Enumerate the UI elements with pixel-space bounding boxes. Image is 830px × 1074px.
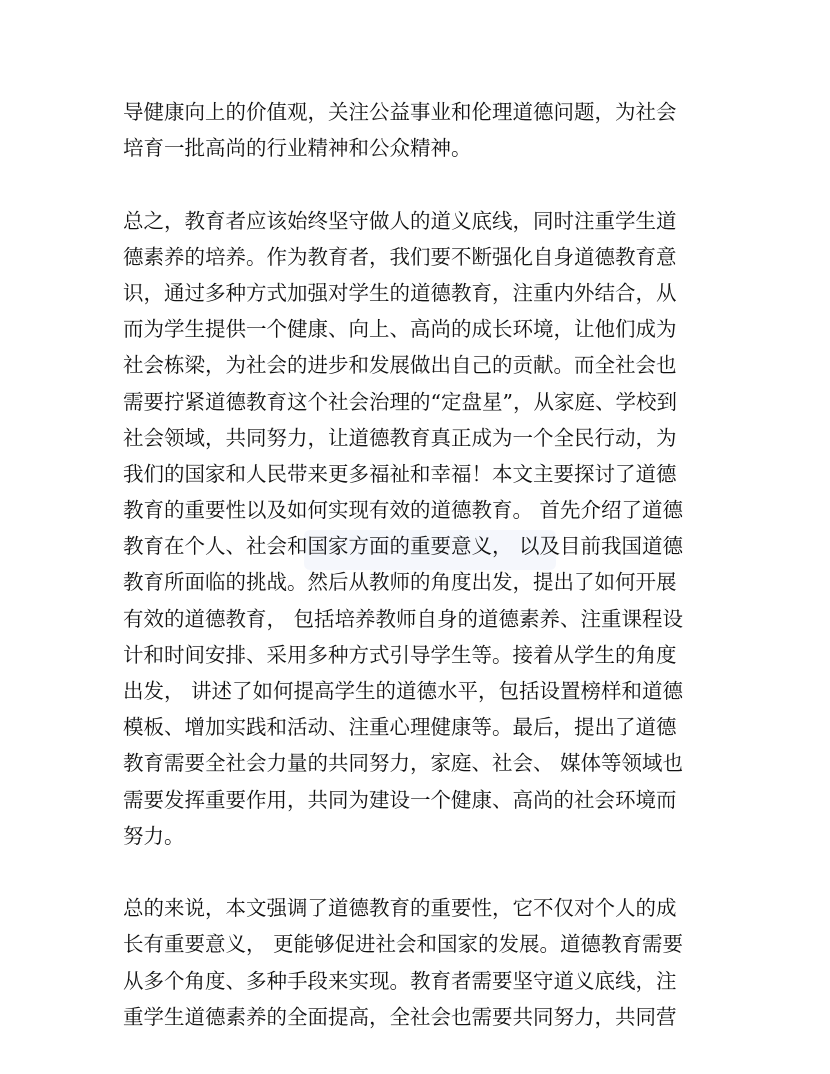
text-line: 而为学生提供一个健康、向上、高尚的成长环境，让他们成为 bbox=[123, 317, 677, 342]
text-line: 计和时间安排、采用多种方式引导学生等。接着从学生的角度 bbox=[123, 642, 677, 667]
text-line: 努力。 bbox=[123, 823, 185, 848]
paragraph bbox=[123, 203, 723, 854]
text-line: 有效的道德教育， 包括培养教师自身的道德素养、注重课程设 bbox=[123, 606, 684, 631]
text-line: 社会栋梁，为社会的进步和发展做出自己的贡献。而全社会也 bbox=[123, 353, 677, 378]
text-line: 教育在个人、社会和国家方面的重要意义， 以及目前我国道德 bbox=[123, 534, 684, 559]
document-body bbox=[123, 94, 723, 1035]
text-line: 总之，教育者应该始终坚守做人的道义底线，同时注重学生道 bbox=[123, 208, 677, 233]
text-line: 导健康向上的价值观，关注公益事业和伦理道德问题，为社会 bbox=[123, 100, 677, 124]
text-line: 教育的重要性以及如何实现有效的道德教育。 首先介绍了道德 bbox=[123, 498, 684, 523]
paragraph-spacer bbox=[123, 854, 723, 890]
text-line: 教育需要全社会力量的共同努力，家庭、社会、 媒体等领域也 bbox=[123, 751, 684, 776]
text-line: 出发， 讲述了如何提高学生的道德水平，包括设置榜样和道德 bbox=[123, 679, 684, 703]
text-line: 德素养的培养。作为教育者，我们要不断强化自身道德教育意 bbox=[123, 244, 677, 269]
paragraph bbox=[123, 890, 723, 1035]
text-line: 从多个角度、多种手段来实现。教育者需要坚守道义底线，注 bbox=[123, 968, 677, 993]
text-line: 我们的国家和人民带来更多福祉和幸福！本文主要探讨了道德 bbox=[123, 461, 677, 486]
text-line: 重学生道德素养的全面提高，全社会也需要共同努力，共同营 bbox=[123, 1004, 677, 1029]
text-line: 教育所面临的挑战。然后从教师的角度出发，提出了如何开展 bbox=[123, 570, 677, 595]
text-line: 需要发挥重要作用，共同为建设一个健康、高尚的社会环境而 bbox=[123, 787, 677, 812]
text-line: 总的来说，本文强调了道德教育的重要性，它不仅对个人的成 bbox=[123, 896, 677, 921]
text-line: 培育一批高尚的行业精神和公众精神。 bbox=[123, 136, 472, 161]
text-line: 社会领域，共同努力，让道德教育真正成为一个全民行动，为 bbox=[123, 425, 677, 450]
text-line: 识，通过多种方式加强对学生的道德教育，注重内外结合，从 bbox=[123, 280, 677, 305]
text-line: 模板、增加实践和活动、注重心理健康等。最后，提出了道德 bbox=[123, 715, 677, 740]
text-line: 长有重要意义， 更能够促进社会和国家的发展。道德教育需要 bbox=[123, 932, 684, 957]
paragraph bbox=[123, 94, 723, 166]
paragraph-spacer bbox=[123, 166, 723, 202]
text-line: 需要拧紧道德教育这个社会治理的“定盘星”，从家庭、学校到 bbox=[123, 389, 677, 414]
